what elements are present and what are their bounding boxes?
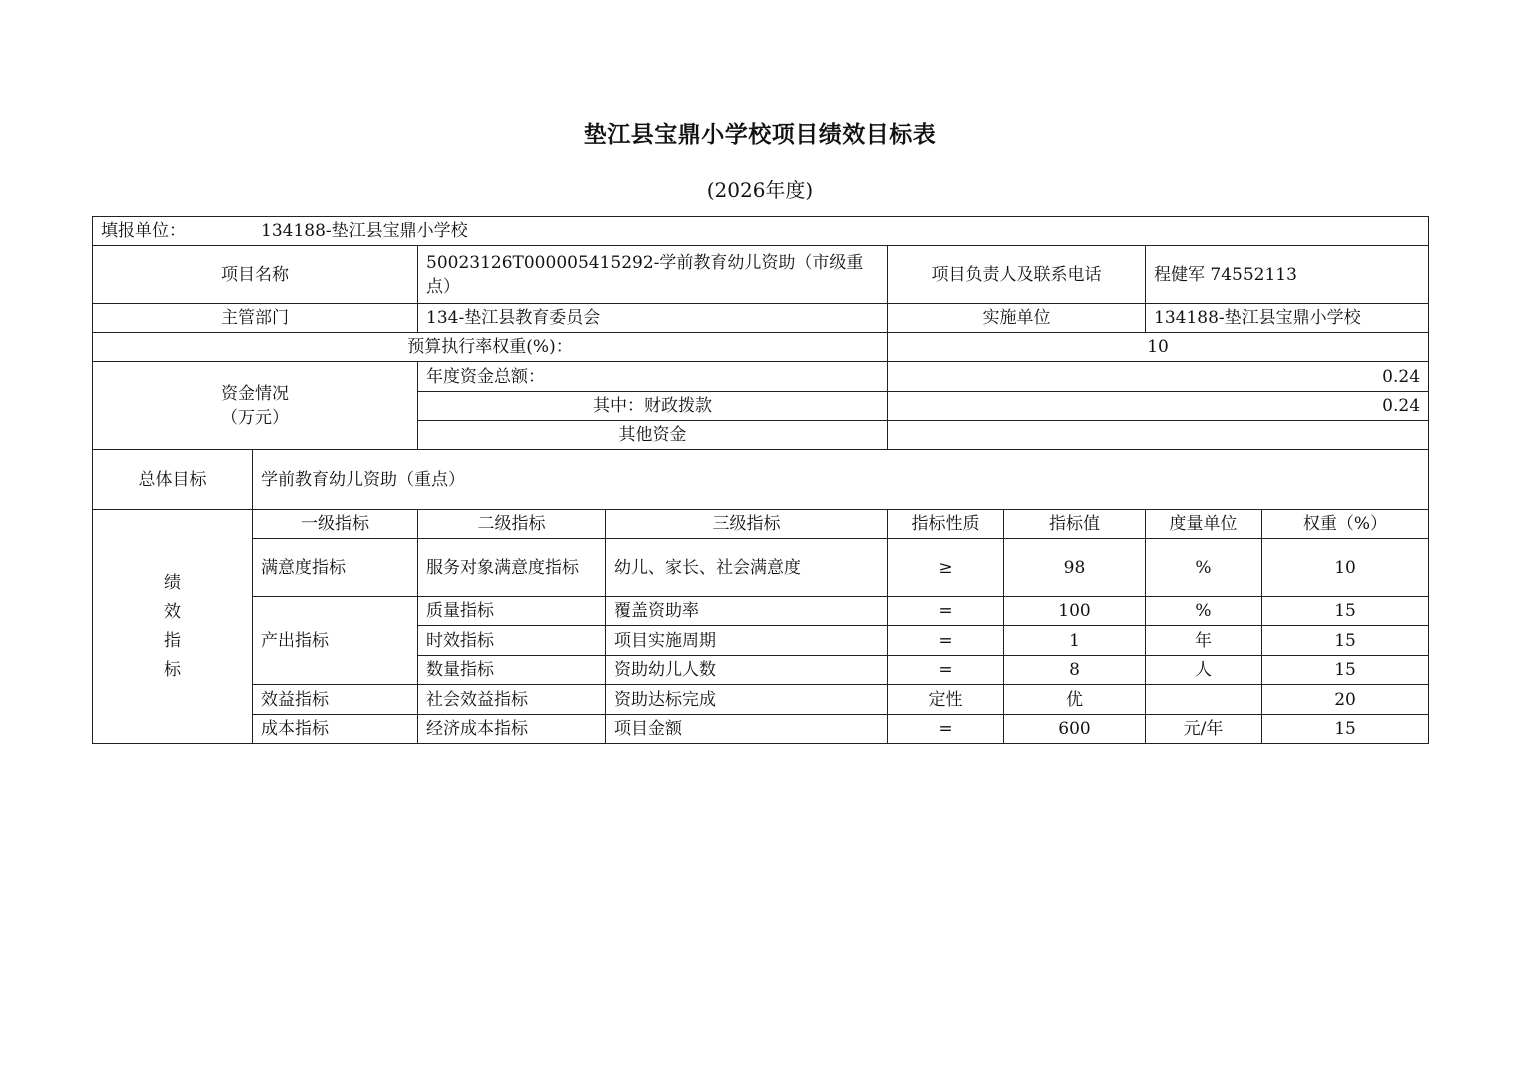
value-cell: 1 xyxy=(1004,626,1146,656)
column-header: 三级指标 xyxy=(606,510,888,539)
level1-cell: 满意度指标 xyxy=(253,539,418,597)
budget-weight-value: 10 xyxy=(888,333,1429,362)
weight-cell: 15 xyxy=(1262,656,1429,685)
dept-label: 主管部门 xyxy=(93,304,418,333)
dept-value: 134-垫江县教育委员会 xyxy=(418,304,888,333)
nature-cell: = xyxy=(888,656,1004,685)
table-row xyxy=(93,685,1429,715)
value-cell: 600 xyxy=(1004,715,1146,744)
budget-weight-row xyxy=(93,333,1429,362)
weight-cell: 10 xyxy=(1262,539,1429,597)
section-char: 标 xyxy=(164,659,181,680)
table-row xyxy=(93,715,1429,744)
fill-unit-cell xyxy=(93,217,1429,246)
funds-other-label: 其他资金 xyxy=(418,421,888,450)
section-char: 绩 xyxy=(164,572,181,593)
fill-unit-value: 134188-垫江县宝鼎小学校 xyxy=(261,221,468,241)
level3-cell: 项目金额 xyxy=(606,715,888,744)
indicator-header-row xyxy=(93,510,1429,539)
value-cell: 优 xyxy=(1004,685,1146,715)
unit-cell: % xyxy=(1146,597,1262,626)
column-header: 一级指标 xyxy=(253,510,418,539)
funds-label-line1: 资金情况 xyxy=(221,383,289,404)
funds-fiscal-label: 其中：财政拨款 xyxy=(418,392,888,421)
weight-cell: 15 xyxy=(1262,597,1429,626)
level2-cell: 社会效益指标 xyxy=(418,685,606,715)
weight-cell: 15 xyxy=(1262,626,1429,656)
weight-cell: 15 xyxy=(1262,715,1429,744)
level2-cell: 经济成本指标 xyxy=(418,715,606,744)
unit-cell xyxy=(1146,685,1262,715)
page-title: 垫江县宝鼎小学校项目绩效目标表 xyxy=(583,121,937,148)
level3-cell: 资助幼儿人数 xyxy=(606,656,888,685)
table-row xyxy=(93,597,1429,626)
nature-cell: 定性 xyxy=(888,685,1004,715)
performance-indicator-section-label xyxy=(93,510,253,744)
section-char: 效 xyxy=(164,601,181,622)
project-name-value: 50023126T000005415292-学前教育幼儿资助（市级重点） xyxy=(418,246,888,304)
funds-annual-label: 年度资金总额： xyxy=(418,362,888,392)
page-subtitle: (2026年度) xyxy=(706,178,814,202)
contact-value: 程健军 74552113 xyxy=(1146,246,1429,304)
unit-cell: % xyxy=(1146,539,1262,597)
level2-cell: 服务对象满意度指标 xyxy=(418,539,606,597)
nature-cell: = xyxy=(888,597,1004,626)
funds-fiscal-value: 0.24 xyxy=(888,392,1429,421)
level2-cell: 时效指标 xyxy=(418,626,606,656)
unit-cell: 年 xyxy=(1146,626,1262,656)
level3-cell: 资助达标完成 xyxy=(606,685,888,715)
value-cell: 98 xyxy=(1004,539,1146,597)
value-cell: 8 xyxy=(1004,656,1146,685)
column-header: 二级指标 xyxy=(418,510,606,539)
project-name-row xyxy=(93,246,1429,304)
value-cell: 100 xyxy=(1004,597,1146,626)
fill-unit-row xyxy=(93,217,1429,246)
table-row xyxy=(93,539,1429,597)
impl-value: 134188-垫江县宝鼎小学校 xyxy=(1146,304,1429,333)
performance-table xyxy=(92,216,1429,744)
goal-value: 学前教育幼儿资助（重点） xyxy=(253,450,1429,510)
budget-weight-label: 预算执行率权重(%)： xyxy=(93,333,888,362)
funds-other-value xyxy=(888,421,1429,450)
contact-label: 项目负责人及联系电话 xyxy=(888,246,1146,304)
level3-cell: 覆盖资助率 xyxy=(606,597,888,626)
level1-cell: 效益指标 xyxy=(253,685,418,715)
fill-unit-label: 填报单位： xyxy=(101,221,186,241)
impl-label: 实施单位 xyxy=(888,304,1146,333)
unit-cell: 元/年 xyxy=(1146,715,1262,744)
weight-cell: 20 xyxy=(1262,685,1429,715)
column-header: 权重（%） xyxy=(1262,510,1429,539)
unit-cell: 人 xyxy=(1146,656,1262,685)
project-name-label: 项目名称 xyxy=(93,246,418,304)
nature-cell: = xyxy=(888,626,1004,656)
funds-label-line2: （万元） xyxy=(221,407,289,428)
level1-cell: 产出指标 xyxy=(253,597,418,685)
column-header: 指标值 xyxy=(1004,510,1146,539)
dept-row xyxy=(93,304,1429,333)
level2-cell: 质量指标 xyxy=(418,597,606,626)
level1-cell: 成本指标 xyxy=(253,715,418,744)
level3-cell: 幼儿、家长、社会满意度 xyxy=(606,539,888,597)
level3-cell: 项目实施周期 xyxy=(606,626,888,656)
funds-annual-value: 0.24 xyxy=(888,362,1429,392)
column-header: 指标性质 xyxy=(888,510,1004,539)
section-char: 指 xyxy=(164,630,181,651)
goal-row xyxy=(93,450,1429,510)
funds-annual-row xyxy=(93,362,1429,392)
level2-cell: 数量指标 xyxy=(418,656,606,685)
nature-cell: ≥ xyxy=(888,539,1004,597)
column-header: 度量单位 xyxy=(1146,510,1262,539)
goal-label: 总体目标 xyxy=(93,450,253,510)
funds-label xyxy=(93,362,418,450)
nature-cell: = xyxy=(888,715,1004,744)
